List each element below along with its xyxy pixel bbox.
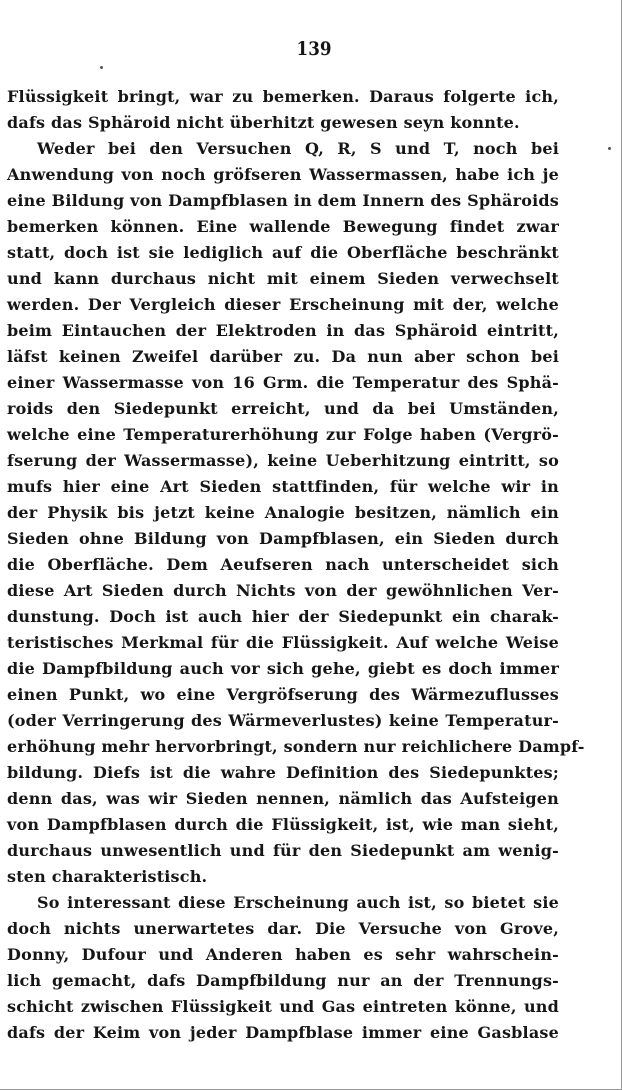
text-line: der Physik bis jetzt keine Analogie besitzen, nämlich ein (7, 503, 559, 522)
body-text (7, 84, 585, 1046)
text-line: mufs hier eine Art Sieden stattfinden, für welche wir in (7, 477, 559, 496)
text-line: welche eine Temperaturerhöhung zur Folge haben (Vergrö- (7, 425, 559, 444)
text-line: dafs das Sphäroid nicht überhitzt gewesen seyn konnte. (7, 113, 520, 132)
text-line: Anwendung von noch gröfseren Wassermassen, habe ich je (7, 165, 559, 184)
text-line: diese Art Sieden durch Nichts von der gewöhnlichen Ver- (7, 581, 559, 600)
text-line: bildung. Diefs ist die wahre Definition des Siedepunktes; (7, 763, 559, 782)
print-speck (100, 66, 103, 69)
text-line: bemerken können. Eine wallende Bewegung findet zwar (7, 217, 559, 236)
text-line: schicht zwischen Flüssigkeit und Gas eintreten könne, und (7, 997, 559, 1016)
text-line: teristisches Merkmal für die Flüssigkeit. Auf welche Weise (7, 633, 559, 652)
text-line: durchaus unwesentlich und für den Siedepunkt am wenig- (7, 841, 559, 860)
text-line: und kann durchaus nicht mit einem Sieden verwechselt (7, 269, 559, 288)
text-line: Flüssigkeit bringt, war zu bemerken. Daraus folgerte ich, (7, 87, 559, 106)
text-line: Weder bei den Versuchen Q, R, S und T, noch bei (37, 139, 559, 158)
text-line: einer Wassermasse von 16 Grm. die Temperatur des Sphä- (7, 373, 559, 392)
text-line: denn das, was wir Sieden nennen, nämlich das Aufsteigen (7, 789, 559, 808)
text-line: die Dampfbildung auch vor sich gehe, giebt es doch immer (7, 659, 559, 678)
text-line: von Dampfblasen durch die Flüssigkeit, ist, wie man sieht, (7, 815, 559, 834)
text-line: statt, doch ist sie lediglich auf die Oberfläche beschränkt (7, 243, 559, 262)
text-line: sten charakteristisch. (7, 867, 208, 886)
text-line: erhöhung mehr hervorbringt, sondern nur reichlichere Dampf- (7, 737, 585, 756)
text-line: Donny, Dufour und Anderen haben es sehr wahrschein- (7, 945, 559, 964)
print-speck (608, 147, 611, 150)
text-line: dafs der Keim von jeder Dampfblase immer eine Gasblase (7, 1023, 559, 1042)
text-line: werden. Der Vergleich dieser Erscheinung mit der, welche (7, 295, 559, 314)
text-line: einen Punkt, wo eine Vergröfserung des Wärmezuflusses (7, 685, 559, 704)
text-line: beim Eintauchen der Elektroden in das Sphäroid eintritt, (7, 321, 559, 340)
text-line: eine Bildung von Dampfblasen in dem Innern des Sphäroids (7, 191, 559, 210)
text-line: fserung der Wassermasse), keine Ueberhitzung eintritt, so (7, 451, 559, 470)
page-number: 139 (296, 38, 332, 60)
text-line: So interessant diese Erscheinung auch ist, so bietet sie (37, 893, 559, 912)
text-line: dunstung. Doch ist auch hier der Siedepunkt ein charak- (7, 607, 559, 626)
text-line: lich gemacht, dafs Dampfbildung nur an der Trennungs- (7, 971, 559, 990)
text-line: roids den Siedepunkt erreicht, und da bei Umständen, (7, 399, 559, 418)
text-line: (oder Verringerung des Wärmeverlustes) keine Temperatur- (7, 711, 559, 730)
text-line: die Oberfläche. Dem Aeufseren nach unterscheidet sich (7, 555, 559, 574)
text-line: doch nichts unerwartetes dar. Die Versuche von Grove, (7, 919, 559, 938)
text-line: läfst keinen Zweifel darüber zu. Da nun aber schon bei (7, 347, 559, 366)
text-line: Sieden ohne Bildung von Dampfblasen, ein Sieden durch (7, 529, 559, 548)
